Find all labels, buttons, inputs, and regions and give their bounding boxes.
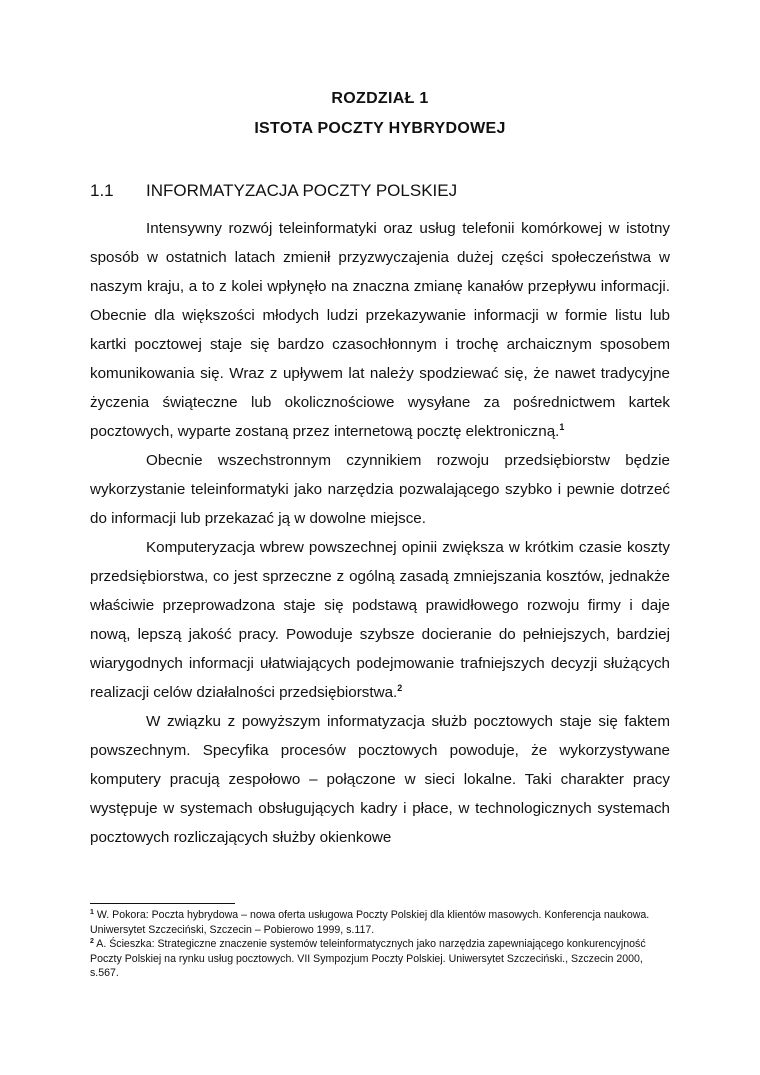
footnote-text: W. Pokora: Poczta hybrydowa – nowa oferta usługowa Poczty Polskiej dla klientów masowych. Konferencja naukowa. Uniwersytet Szczeciński, Szczecin – Pobierowo 1999, s.117. [90, 909, 650, 936]
paragraph [90, 214, 670, 446]
paragraph [90, 707, 670, 852]
chapter-title: ISTOTA POCZTY HYBRYDOWEJ [254, 120, 506, 137]
paragraph [90, 446, 670, 533]
footnote [90, 908, 670, 937]
footnote-number: 1 [90, 909, 94, 916]
footnote [90, 937, 670, 981]
chapter-number: ROZDZIAŁ 1 [331, 90, 429, 107]
paragraph-text: Intensywny rozwój teleinformatyki oraz usług telefonii komórkowej w istotny sposób w ostatnich latach zmienił przyzwyczajenia dużej części społeczeństwa w naszym kraju, a to z kolei wpłynęło na znaczna zmianę kanałów przepływu informacji. Obecnie dla większości młodych ludzi przekazywanie informacji w formie listu lub kartki pocztowej staje się bardzo czasochłonnym i trochę archaicznym sposobem komunikowania się. Wraz z upływem lat należy spodziewać się, że nawet tradycyjne życzenia świąteczne lub okolicznościowe wysyłane za pośrednictwem kartek pocztowych, wyparte zostaną przez internetową pocztę elektroniczną. [90, 220, 670, 440]
footnote-reference: 2 [397, 683, 403, 693]
footnote-text: A. Ścieszka: Strategiczne znaczenie systemów teleinformatycznych jako narzędzia zapewniającego konkurencyjność Poczty Polskiej na rynku usług pocztowych. VII Sympozjum Poczty Polskiej. Uniwersytet Szczeciński., Szczecin 2000, s.567. [90, 938, 646, 979]
section-heading [90, 181, 457, 201]
paragraph-text: W związku z powyższym informatyzacja służb pocztowych staje się faktem powszechnym. Specyfika procesów pocztowych powoduje, że wykorzystywane komputery pracują zespołowo – połączone w sieci lokalne. Taki charakter pracy występuje w systemach obsługujących kadry i płace, w technologicznych systemach pocztowych rozliczających służby okienkowe [90, 713, 670, 846]
footnotes [90, 908, 670, 981]
footnote-separator [90, 903, 235, 904]
paragraph-text: Komputeryzacja wbrew powszechnej opinii zwiększa w krótkim czasie koszty przedsiębiorstwa, co jest sprzeczne z ogólną zasadą zmniejszania kosztów, jednakże właściwie przeprowadzona staje się podstawą prawidłowego rozwoju firmy i daje nową, lepszą jakość pracy. Powoduje szybsze docieranie do pełniejszych, bardziej wiarygodnych informacji ułatwiających podejmowanie trafniejszych decyzji służących realizacji celów działalności przedsiębiorstwa. [90, 539, 670, 701]
body-text [90, 214, 670, 852]
footnote-reference: 1 [559, 422, 565, 432]
paragraph-text: Obecnie wszechstronnym czynnikiem rozwoju przedsiębiorstw będzie wykorzystanie teleinformatyki jako narzędzia pozwalającego szybko i pewnie dotrzeć do informacji lub przekazać ją w dowolne miejsce. [90, 452, 670, 527]
paragraph [90, 533, 670, 707]
section-number: 1.1 [90, 181, 114, 200]
section-title: INFORMATYZACJA POCZTY POLSKIEJ [146, 181, 458, 200]
footnote-number: 2 [90, 938, 94, 945]
